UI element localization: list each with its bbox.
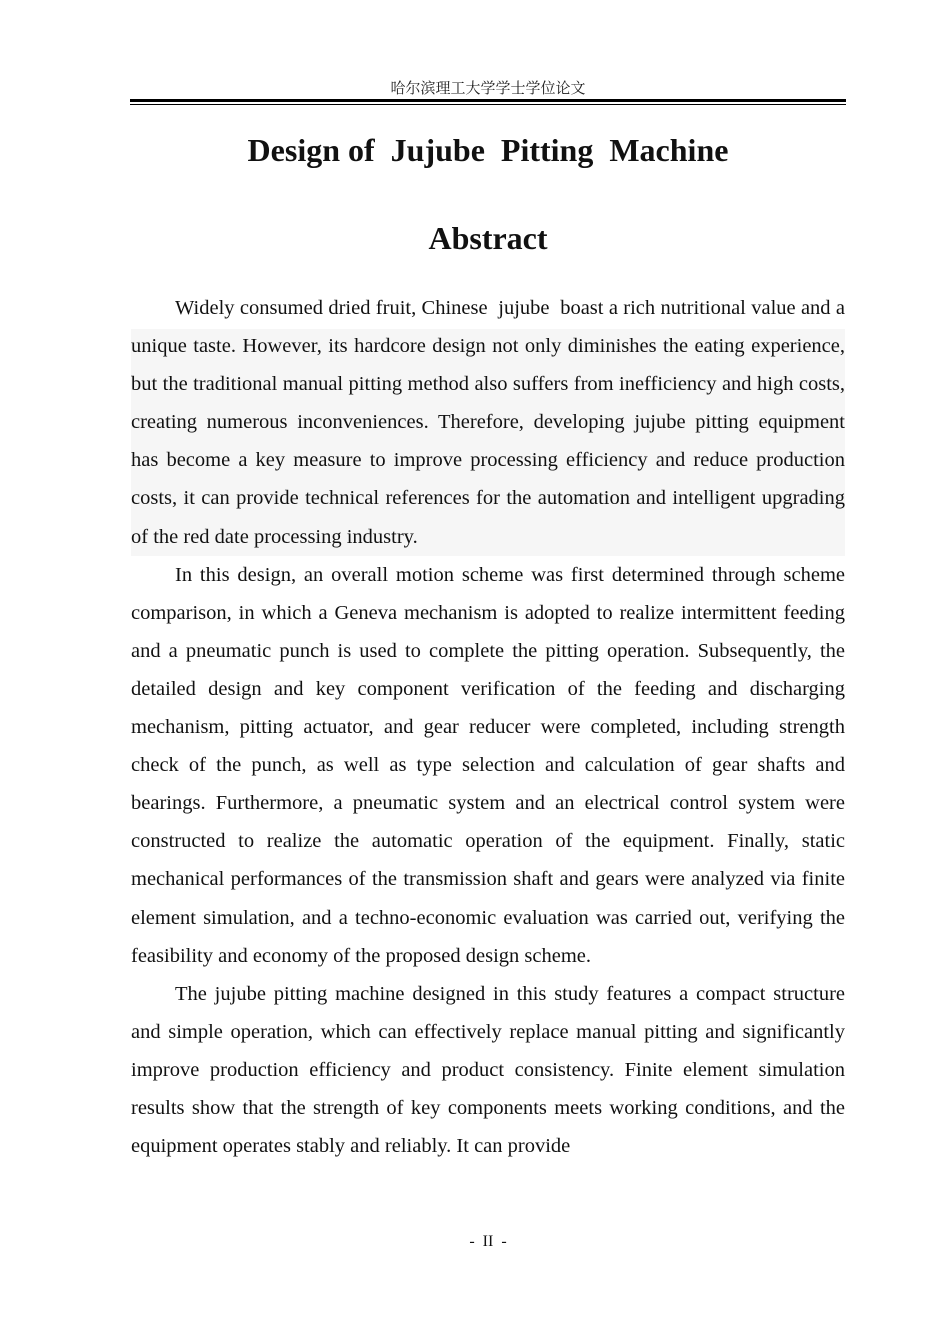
abstract-paragraph-2: In this design, an overall motion scheme was first determined through scheme comparison, in which a Geneva mechanism is adopted to realize intermittent feeding and a pneumatic punch is used to complete the pitting operation. Subsequently, the detailed design and key component verification of the feeding and discharging mechanism, pitting actuator, and gear reducer were completed, including strength check of the punch, as well as type selection and calculation of gear shafts and bearings. Furthermore, a pneumatic system and an electrical control system were constructed to realize the automatic operation of the equipment. Finally, static mechanical performances of the transmission shaft and gears were analyzed via finite element simulation, and a techno-economic evaluation was carried out, verifying the feasibility and economy of the proposed design scheme.	[131, 563, 851, 967]
section-heading: Abstract	[428, 220, 548, 256]
abstract-paragraph-3: The jujube pitting machine designed in this study features a compact structure and simple operation, which can effectively replace manual pitting and significantly improve production efficiency and product consistency. Finite element simulation results show that the strength of key components meets working conditions, and the equipment operates stably and reliably. It can provide	[131, 982, 851, 1158]
header-rule-thick	[130, 99, 846, 102]
header-rule-thin	[130, 104, 846, 105]
document-title: Design of Jujube Pitting Machine	[247, 132, 729, 168]
running-header: 哈尔滨理工大学学士学位论文	[390, 79, 586, 97]
page-number: - II -	[469, 1233, 507, 1250]
abstract-body	[131, 289, 851, 1165]
abstract-paragraph-1: Widely consumed dried fruit, Chinese jujube boast a rich nutritional value and a unique taste. However, its hardcore design not only diminishes the eating experience, but the traditional manual pitting method also suffers from inefficiency and high costs, creating numerous inconveniences. Therefore, developing jujube pitting equipment has become a key measure to improve processing efficiency and reduce production costs, it can provide technical references for the automation and intelligent upgrading of the red date processing industry.	[131, 289, 845, 556]
